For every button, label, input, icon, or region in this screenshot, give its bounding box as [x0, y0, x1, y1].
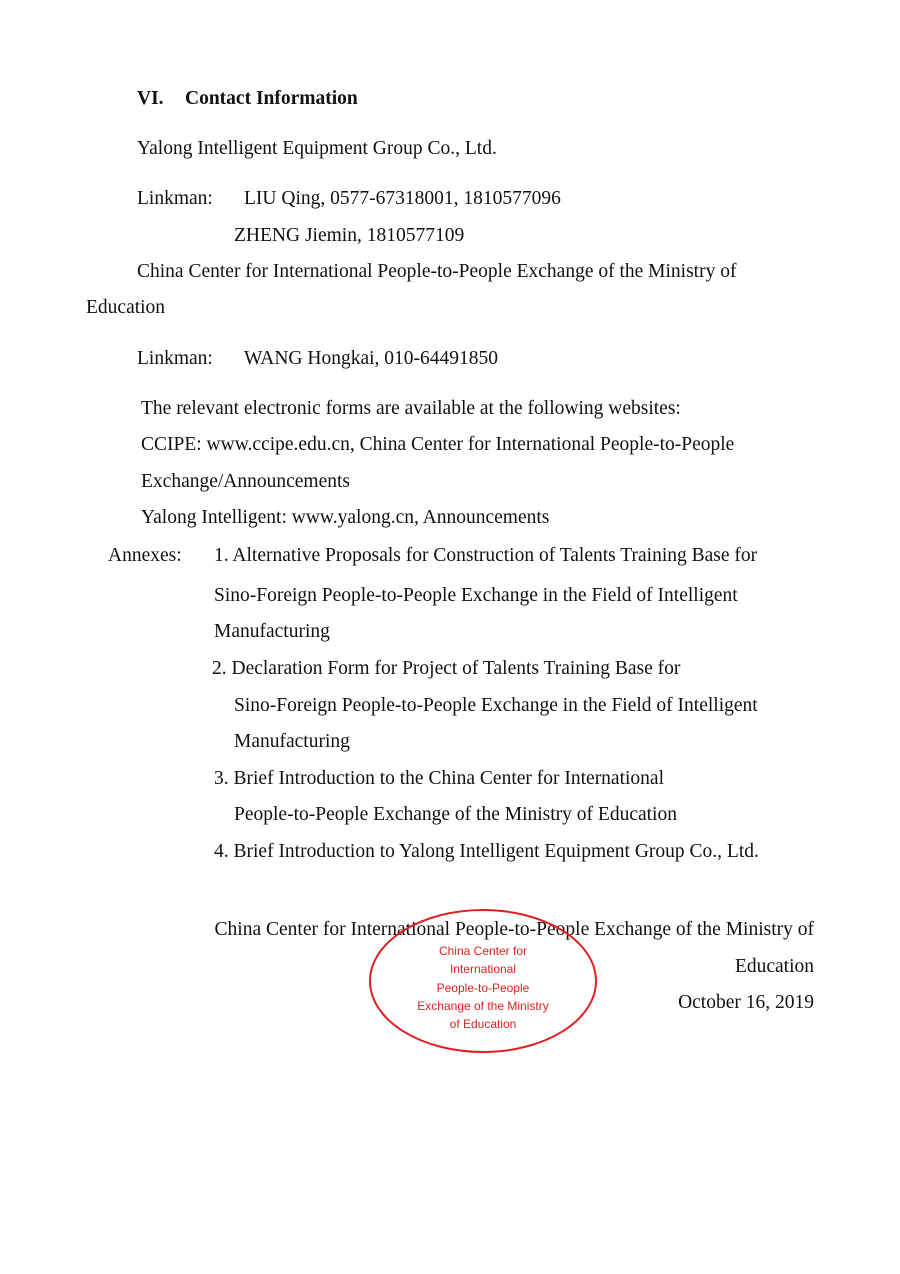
signature-line: China Center for International People-to-People Exchange of the Ministry of — [214, 919, 814, 940]
annex-item: Manufacturing — [214, 621, 330, 642]
annex-item: Sino-Foreign People-to-People Exchange in the Field of Intelligent — [234, 695, 758, 716]
linkman-contact: LIU Qing, 0577-67318001, 1810577096 — [244, 188, 561, 209]
center-name-line: Education — [86, 297, 166, 318]
signature-line: Education — [734, 956, 814, 977]
company-name: Yalong Intelligent Equipment Group Co., Ltd. — [137, 138, 497, 159]
annexes-label: Annexes: — [108, 545, 182, 566]
annex-item: People-to-People Exchange of the Ministry of Education — [234, 804, 677, 825]
linkman-contact: ZHENG Jiemin, 1810577109 — [234, 225, 465, 246]
signature-date: October 16, 2019 — [678, 992, 814, 1013]
annex-item: 2. Declaration Form for Project of Talents Training Base for — [212, 658, 681, 679]
linkman-contact: WANG Hongkai, 010-64491850 — [244, 348, 499, 369]
forms-intro: The relevant electronic forms are available at the following websites: — [141, 398, 681, 419]
forms-website: Exchange/Announcements — [141, 471, 351, 492]
linkman-label: Linkman: — [137, 188, 213, 209]
section-title: Contact Information — [185, 88, 358, 109]
forms-website: CCIPE: www.ccipe.edu.cn, China Center for International People-to-People — [141, 434, 735, 455]
annex-item: Sino-Foreign People-to-People Exchange in the Field of Intelligent — [214, 585, 738, 606]
seal-text: China Center for International People-to-People Exchange of the Ministry of Education — [417, 944, 549, 1032]
section-number: VI. — [137, 88, 164, 109]
annex-item: 3. Brief Introduction to the China Center for International — [214, 768, 664, 789]
center-name-line: China Center for International People-to-People Exchange of the Ministry of — [137, 261, 737, 282]
annex-item: 4. Brief Introduction to Yalong Intelligent Equipment Group Co., Ltd. — [214, 841, 759, 862]
annex-item: 1. Alternative Proposals for Construction of Talents Training Base for — [214, 545, 758, 566]
annex-item: Manufacturing — [234, 731, 350, 752]
linkman-label: Linkman: — [137, 348, 213, 369]
forms-website: Yalong Intelligent: www.yalong.cn, Announcements — [141, 507, 550, 528]
